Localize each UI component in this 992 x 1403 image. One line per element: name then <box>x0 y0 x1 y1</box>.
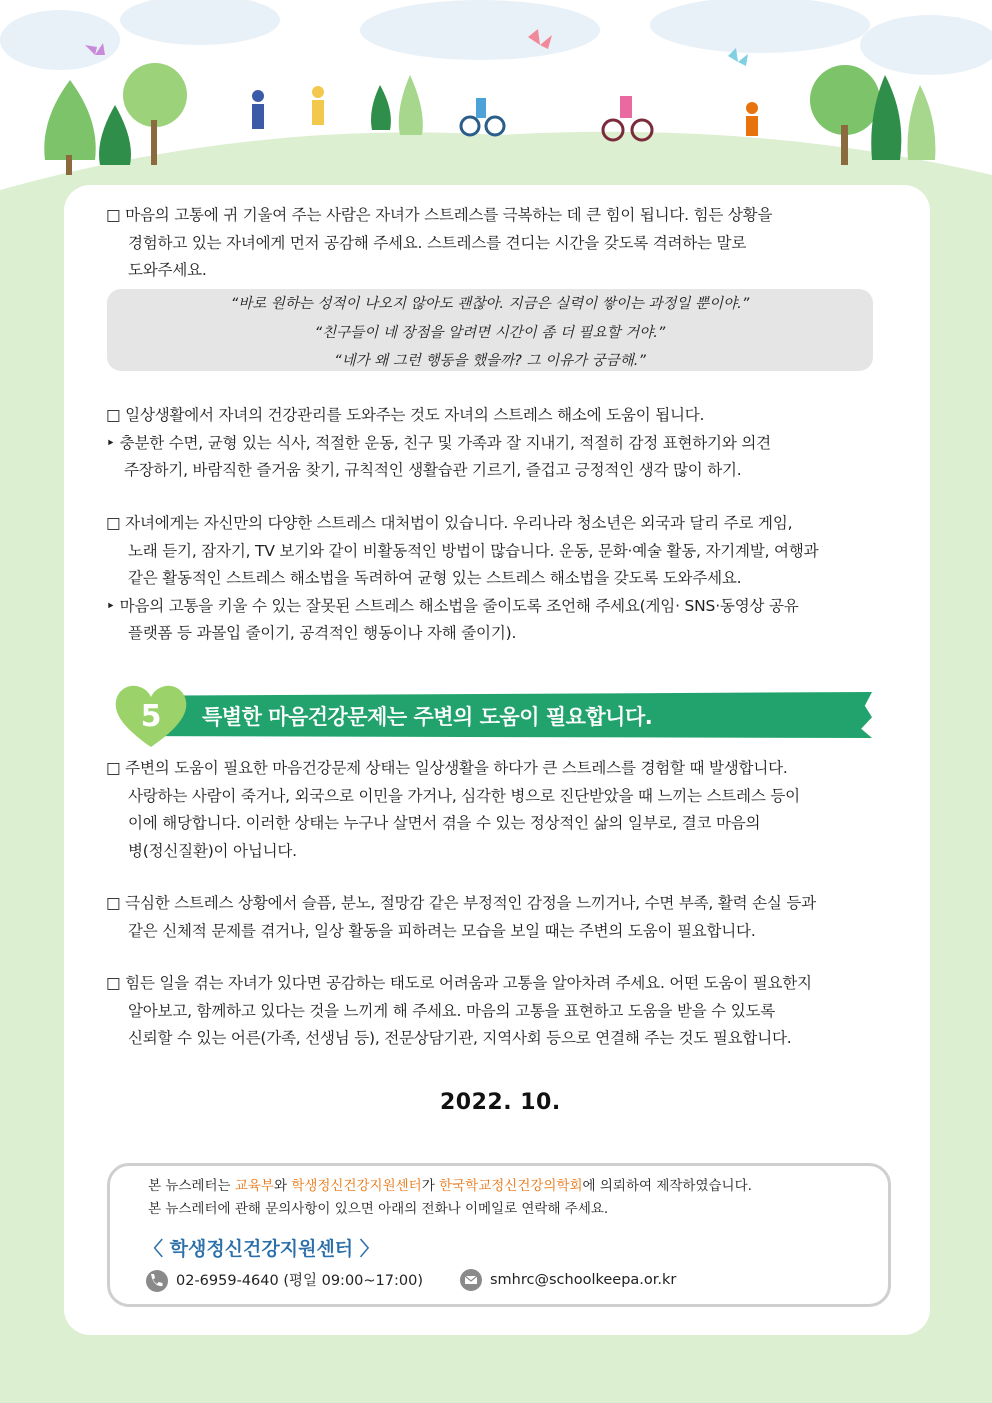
text-line: □ 극심한 스트레스 상황에서 슬픔, 분노, 절망감 같은 부정적인 감정을 느끼거나, 수면 부족, 활력 손실 등과 <box>106 894 816 912</box>
email-address: smhrc@schoolkeepa.or.kr <box>490 1272 677 1288</box>
text-line: 병(정신질환)이 아닙니다. <box>128 841 297 860</box>
text-line: 알아보고, 함께하고 있다는 것을 느끼게 해 주세요. 마음의 고통을 표현하고 도움을 받을 수 있도록 <box>128 1001 776 1020</box>
mail-icon <box>460 1269 482 1291</box>
text-line: 주장하기, 바람직한 즐거움 찾기, 규칙적인 생활습관 기르기, 즐겁고 긍정적인 생각 많이 하기. <box>124 461 742 479</box>
phone-icon <box>146 1270 168 1292</box>
text-line: 사랑하는 사람이 죽거나, 외국으로 이민을 가거나, 심각한 병으로 진단받았을 때 느끼는 스트레스 등이 <box>128 786 800 805</box>
section-title: 특별한 마음건강문제는 주변의 도움이 필요합니다. <box>202 705 653 729</box>
footer-box <box>107 1163 891 1307</box>
org-name: 교육부 <box>234 1178 274 1194</box>
text-line: □ 자녀에게는 자신만의 다양한 스트레스 대처법이 있습니다. 우리나라 청소년은 외국과 달리 주로 게임, <box>106 514 793 532</box>
text-line: 플랫폼 등 과몰입 줄이기, 공격적인 행동이나 자해 줄이기). <box>128 624 517 642</box>
paragraph-health <box>106 402 890 485</box>
text-line: 같은 활동적인 스트레스 해소법을 독려하여 균형 있는 스트레스 해소법을 갖도록 도와주세요. <box>128 569 742 587</box>
quote-line: “네가 왜 그런 행동을 했을까? 그 이유가 궁금해.” <box>334 353 646 369</box>
org-name: 학생정신건강지원센터 <box>291 1178 422 1194</box>
publish-date: 2022. 10. <box>440 1090 561 1115</box>
text-line: 노래 듣기, 잠자기, TV 보기와 같이 비활동적인 방법이 많습니다. 운동, 문화·예술 활동, 자기계발, 여행과 <box>128 541 819 560</box>
text-line: ‣ 마음의 고통을 키울 수 있는 잘못된 스트레스 해소법을 줄이도록 조언해 주세요(게임· SNS·동영상 공유 <box>106 596 799 615</box>
text: 와 <box>273 1178 292 1194</box>
text-line: ‣ 충분한 수면, 균형 있는 식사, 적절한 운동, 친구 및 가족과 잘 지내기, 적절히 감정 표현하기와 의견 <box>106 433 771 452</box>
paragraph-stress-state <box>106 755 890 865</box>
phone-contact[interactable] <box>146 1269 423 1292</box>
text-line: □ 마음의 고통에 귀 기울여 주는 사람은 자녀가 스트레스를 극복하는 데 큰 힘이 됩니다. 힘든 상황을 <box>106 206 773 224</box>
section-banner <box>112 683 877 749</box>
paragraph-coping <box>106 510 890 648</box>
footer-line-1 <box>148 1174 752 1194</box>
section-number: 5 <box>140 699 162 734</box>
email-contact[interactable] <box>460 1269 676 1291</box>
quote-line: “친구들이 네 장점을 알려면 시간이 좀 더 필요할 거야.” <box>314 324 666 341</box>
paragraph-severe-stress <box>106 890 890 945</box>
paragraph-empathy <box>106 202 890 285</box>
text-line: □ 주변의 도움이 필요한 마음건강문제 상태는 일상생활을 하다가 큰 스트레스를 경험할 때 발생합니다. <box>106 759 788 777</box>
quote-box <box>107 289 873 371</box>
quote-line: “바로 원하는 성적이 나오지 않아도 괜찮아. 지금은 실력이 쌓이는 과정일 뿐이야.” <box>230 296 750 312</box>
phone-number: 02-6959-4640 (평일 09:00~17:00) <box>176 1273 423 1289</box>
text-line: 같은 신체적 문제를 겪거나, 일상 활동을 피하려는 모습을 보일 때는 주변의 도움이 필요합니다. <box>128 921 756 940</box>
text-line: 이에 해당합니다. 이러한 상태는 누구나 살면서 겪을 수 있는 정상적인 삶의 일부로, 결코 마음의 <box>128 814 761 832</box>
text: 가 <box>421 1178 440 1194</box>
center-name: 〈 학생정신건강지원센터 〉 <box>144 1238 379 1260</box>
text-line: 신뢰할 수 있는 어른(가족, 선생님 등), 전문상담기관, 지역사회 등으로 연결해 주는 것도 필요합니다. <box>128 1029 792 1047</box>
text-line: □ 일상생활에서 자녀의 건강관리를 도와주는 것도 자녀의 스트레스 해소에 도움이 됩니다. <box>106 406 705 424</box>
text: 본 뉴스레터는 <box>148 1178 235 1194</box>
text: 에 의뢰하여 제작하였습니다. <box>582 1178 752 1194</box>
text-line: □ 힘든 일을 겪는 자녀가 있다면 공감하는 태도로 어려움과 고통을 알아차려 주세요. 어떤 도움이 필요한지 <box>106 974 812 992</box>
text-line: 도와주세요. <box>128 261 207 279</box>
text-line: 경험하고 있는 자녀에게 먼저 공감해 주세요. 스트레스를 견디는 시간을 갖도록 격려하는 말로 <box>128 233 747 252</box>
paragraph-support <box>106 970 890 1053</box>
footer-line-2: 본 뉴스레터에 관해 문의사항이 있으면 아래의 전화나 이메일로 연락해 주세요. <box>148 1201 609 1217</box>
org-name: 한국학교정신건강의학회 <box>439 1178 583 1194</box>
